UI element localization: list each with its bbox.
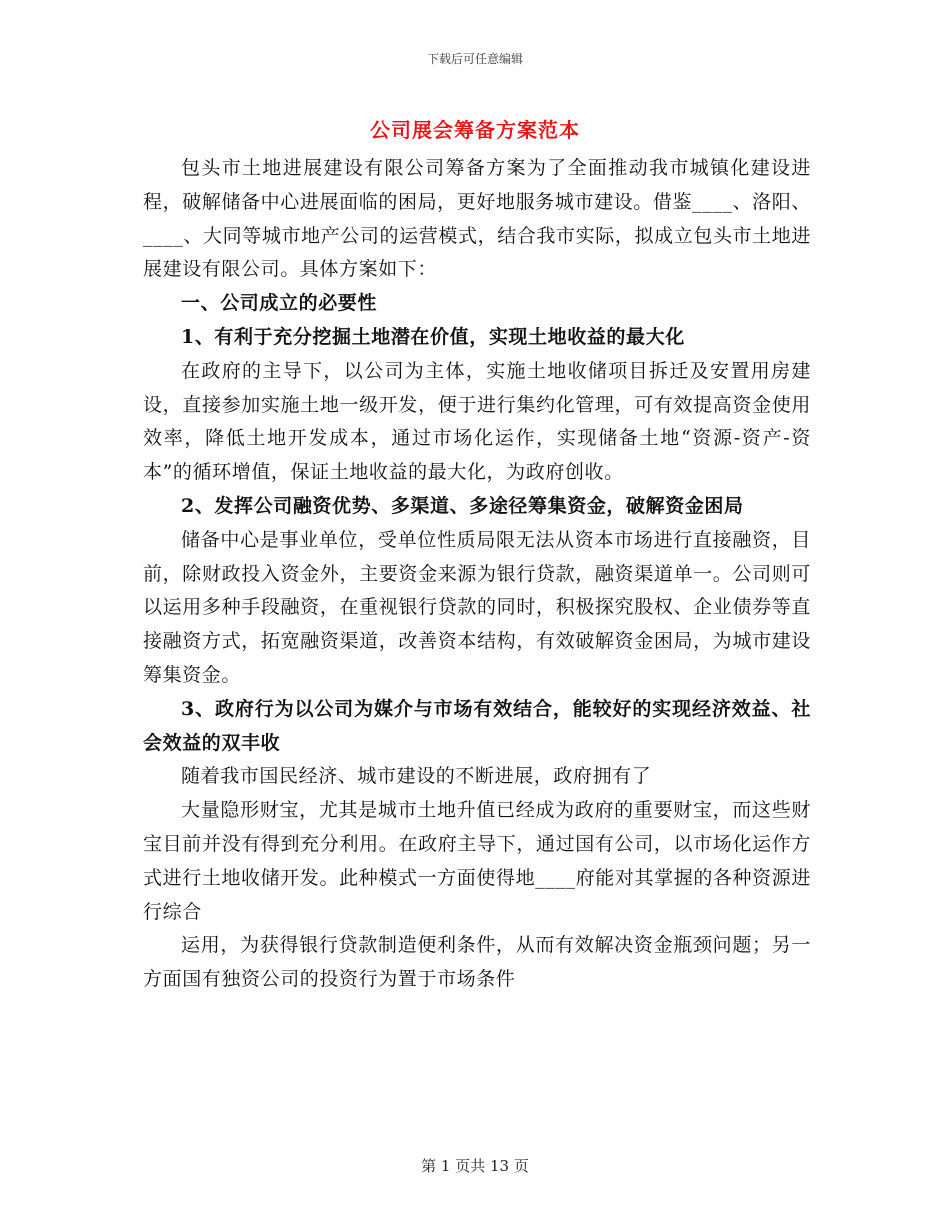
paragraph-1: 在政府的主导下，以公司为主体，实施土地收储项目拆迁及安置用房建设，直接参加实施土地一级开发，便于进行集约化管理，可有效提高资金使用效率，降低土地开发成本，通过市场化运作，实现储备土地“资源-资产-资本”的循环增值，保证土地收益的最大化，为政府创收。 [143, 359, 811, 484]
subheading-2: 2、发挥公司融资优势、多渠道、多途径筹集资金，破解资金困局 [181, 494, 744, 517]
document-body [143, 152, 811, 997]
paragraph-3c: 运用，为获得银行贷款制造便利条件，从而有效解决资金瓶颈问题；另一方面国有独资公司的投资行为置于市场条件 [143, 934, 811, 991]
document-title: 公司展会筹备方案范本 [370, 118, 580, 142]
paragraph-3a: 随着我市国民经济、城市建设的不断进展，政府拥有了 [181, 765, 652, 788]
subheading-3: 3、政府行为以公司为媒介与市场有效结合，能较好的实现经济效益、社会效益的双丰收 [143, 697, 811, 754]
paragraph-intro: 包头市土地进展建设有限公司筹备方案为了全面推动我市城镇化建设进程，破解储备中心进展面临的困局，更好地服务城市建设。借鉴____、洛阳、____、大同等城市地产公司的运营模式，结合我市实际，拟成立包头市土地进展建设有限公司。具体方案如下： [143, 157, 811, 281]
page-number: 第 1 页共 13 页 [421, 1157, 529, 1175]
paragraph-2: 储备中心是事业单位，受单位性质局限无法从资本市场进行直接融资，目前，除财政投入资金外，主要资金来源为银行贷款，融资渠道单一。公司则可以运用多种手段融资，在重视银行贷款的同时，积极探究股权、企业债券等直接融资方式，拓宽融资渠道，改善资本结构，有效破解资金困局，为城市建设筹集资金。 [143, 528, 811, 686]
paragraph-3b: 大量隐形财宝，尤其是城市土地升值已经成为政府的重要财宝，而这些财宝目前并没有得到充分利用。在政府主导下，通过国有公司，以市场化运作方式进行土地收储开发。此种模式一方面使得地____府能对其掌握的各种资源进行综合 [143, 799, 811, 923]
page-header-note: 下载后可任意编辑 [426, 52, 523, 66]
section-heading-necessity: 一、公司成立的必要性 [181, 292, 378, 315]
subheading-1: 1、有利于充分挖掘土地潜在价值，实现土地收益的最大化 [181, 325, 685, 348]
